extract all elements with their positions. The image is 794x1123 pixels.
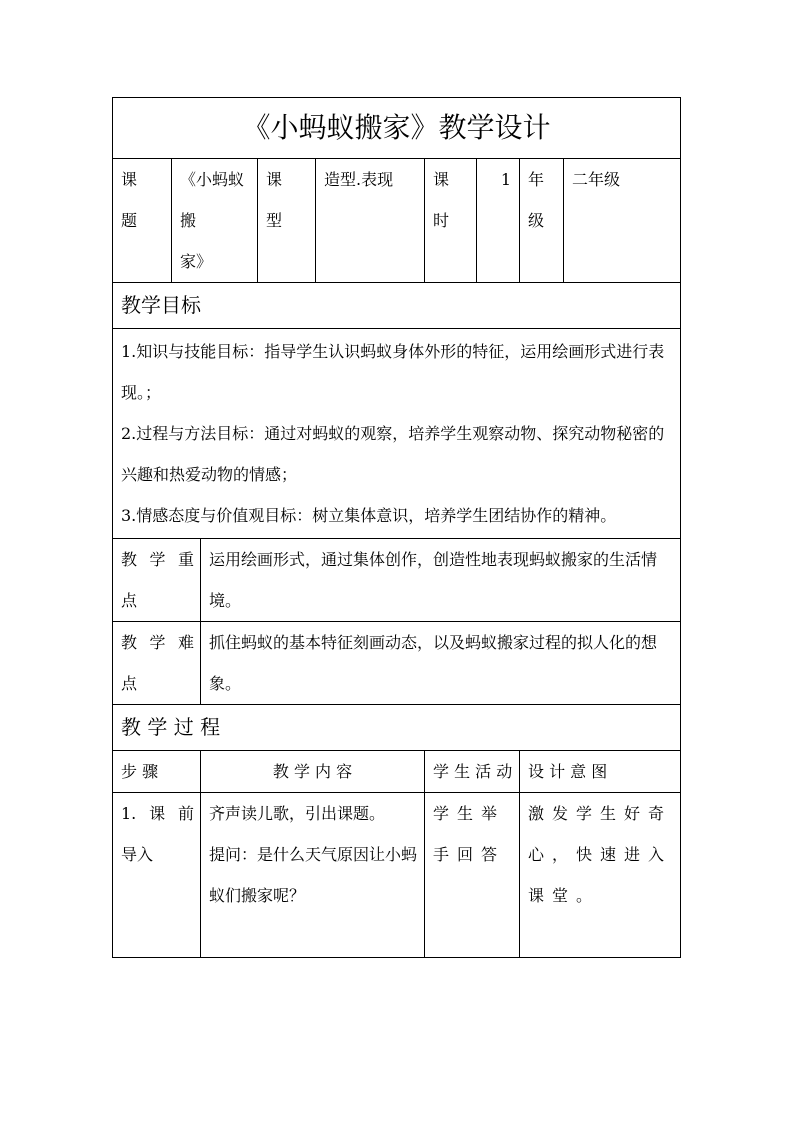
activity-cell: 学生举手回答 [425, 793, 520, 958]
header-intent: 设 计 意 图 [520, 751, 681, 793]
type-value: 造型.表现 [316, 159, 425, 283]
objective-item: 1.知识与技能目标：指导学生认识蚂蚁身体外形的特征，运用绘画形式进行表现。； [121, 342, 665, 402]
objective-item: 2.过程与方法目标：通过对蚂蚁的观察，培养学生观察动物、探究动物秘密的兴趣和热爱动物的情感； [121, 424, 665, 484]
header-activity: 学 生 活 动 [425, 751, 520, 793]
intent-cell: 激发学生好奇心，快速进入课堂。 [520, 793, 681, 958]
grade-label: 年 级 [520, 159, 564, 283]
hours-value: 1 [477, 159, 520, 283]
difficulty-label: 教学难 点 [113, 622, 201, 705]
step-cell: 1.课前 导入 [113, 793, 201, 958]
objectives-list [113, 329, 681, 539]
process-header-row [113, 751, 681, 793]
objective-item: 3.情感态度与价值观目标：树立集体意识，培养学生团结协作的精神。 [121, 506, 617, 525]
key-point-label: 教学重 点 [113, 539, 201, 622]
difficulty-text: 抓住蚂蚁的基本特征刻画动态，以及蚂蚁搬家过程的拟人化的想象。 [201, 622, 681, 705]
document-title: 《小蚂蚁搬家》教学设计 [113, 98, 681, 159]
difficulty-row [113, 622, 681, 705]
header-step: 步 骤 [113, 751, 201, 793]
process-row [113, 793, 681, 958]
type-label: 课 型 [258, 159, 316, 283]
hours-label: 课 时 [425, 159, 477, 283]
objectives-heading: 教学目标 [113, 283, 681, 329]
process-heading: 教 学 过 程 [113, 705, 681, 751]
content-cell: 齐声读儿歌，引出课题。 提问：是什么天气原因让小蚂蚁们搬家呢？ [201, 793, 425, 958]
key-point-row [113, 539, 681, 622]
grade-value: 二年级 [564, 159, 681, 283]
lesson-plan-table [112, 97, 681, 958]
key-point-text: 运用绘画形式，通过集体创作，创造性地表现蚂蚁搬家的生活情境。 [201, 539, 681, 622]
header-content: 教 学 内 容 [201, 751, 425, 793]
course-label: 课 题 [113, 159, 172, 283]
course-value: 《小蚂蚁搬 家》 [172, 159, 258, 283]
lesson-plan-document [112, 97, 680, 958]
info-row [113, 159, 681, 283]
